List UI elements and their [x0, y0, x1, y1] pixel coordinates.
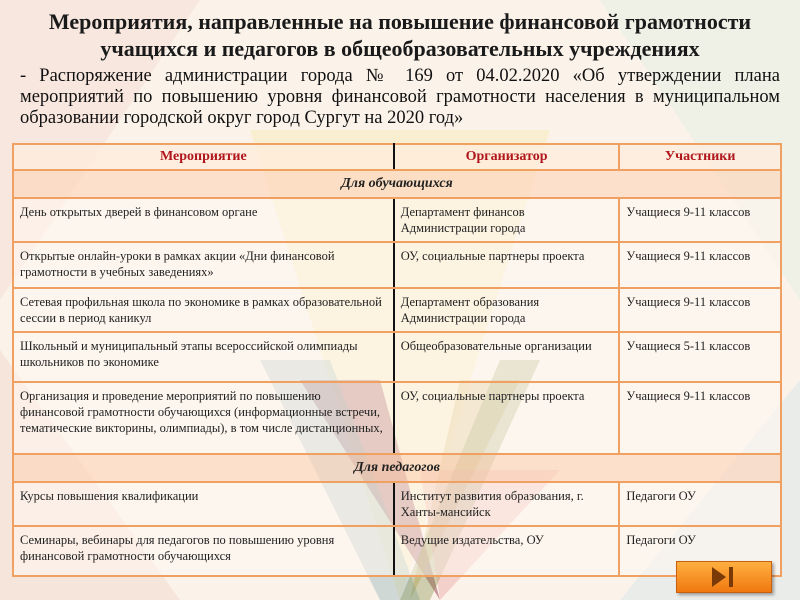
cell-organizer: Департамент финансов Администрации города [394, 198, 620, 242]
cell-event: День открытых дверей в финансовом органе [13, 198, 394, 242]
cell-organizer: Ведущие издательства, ОУ [394, 526, 620, 576]
cell-organizer: Институт развития образования, г. Ханты-мансийск [394, 482, 620, 526]
cell-participants: Учащиеся 9-11 классов [619, 382, 781, 454]
cell-event: Организация и проведение мероприятий по повышению финансовой грамотности обучающихся (информационные встречи, тематические викторины, олимпиады), в том числе дистанционных, [13, 382, 394, 454]
section-row [13, 170, 781, 198]
cell-organizer: ОУ, социальные партнеры проекта [394, 242, 620, 288]
cell-organizer: Общеобразовательные организации [394, 332, 620, 382]
cell-participants: Учащиеся 9-11 классов [619, 288, 781, 332]
section-row [13, 454, 781, 482]
slide-subtitle: - Распоряжение администрации города № 169 от 04.02.2020 «Об утверждении плана мероприятий по повышению уровня финансовой грамотности населения в муниципальном образовании городской округ город Сургут на 2020 год» [20, 66, 780, 128]
table-row [13, 332, 781, 382]
header-organizer: Организатор [394, 144, 620, 170]
table-row [13, 198, 781, 242]
header-participants: Участники [619, 144, 781, 170]
cell-event: Открытые онлайн-уроки в рамках акции «Дни финансовой грамотности в учебных заведениях» [13, 242, 394, 288]
table-row [13, 482, 781, 526]
table-header-row [13, 144, 781, 170]
cell-participants: Педагоги ОУ [619, 482, 781, 526]
table-row [13, 382, 781, 454]
slide-title: Мероприятия, направленные на повышение финансовой грамотности учащихся и педагогов в общеобразовательных учреждениях [48, 9, 752, 61]
table-row [13, 526, 781, 576]
cell-organizer: Департамент образования Администрации города [394, 288, 620, 332]
cell-participants: Педагоги ОУ [619, 526, 781, 576]
cell-event: Курсы повышения квалификации [13, 482, 394, 526]
cell-participants: Учащиеся 5-11 классов [619, 332, 781, 382]
cell-participants: Учащиеся 9-11 классов [619, 242, 781, 288]
section-label: Для обучающихся [13, 170, 781, 198]
skip-next-icon [712, 567, 736, 587]
next-slide-button[interactable] [676, 561, 772, 593]
cell-event: Сетевая профильная школа по экономике в рамках образовательной сессии в период каникул [13, 288, 394, 332]
table-row [13, 288, 781, 332]
events-table [12, 143, 782, 577]
cell-event: Семинары, вебинары для педагогов по повышению уровня финансовой грамотности обучающихся [13, 526, 394, 576]
table-row [13, 242, 781, 288]
cell-participants: Учащиеся 9-11 классов [619, 198, 781, 242]
cell-organizer: ОУ, социальные партнеры проекта [394, 382, 620, 454]
header-event: Мероприятие [13, 144, 394, 170]
section-label: Для педагогов [13, 454, 781, 482]
cell-event: Школьный и муниципальный этапы всероссийской олимпиады школьников по экономике [13, 332, 394, 382]
